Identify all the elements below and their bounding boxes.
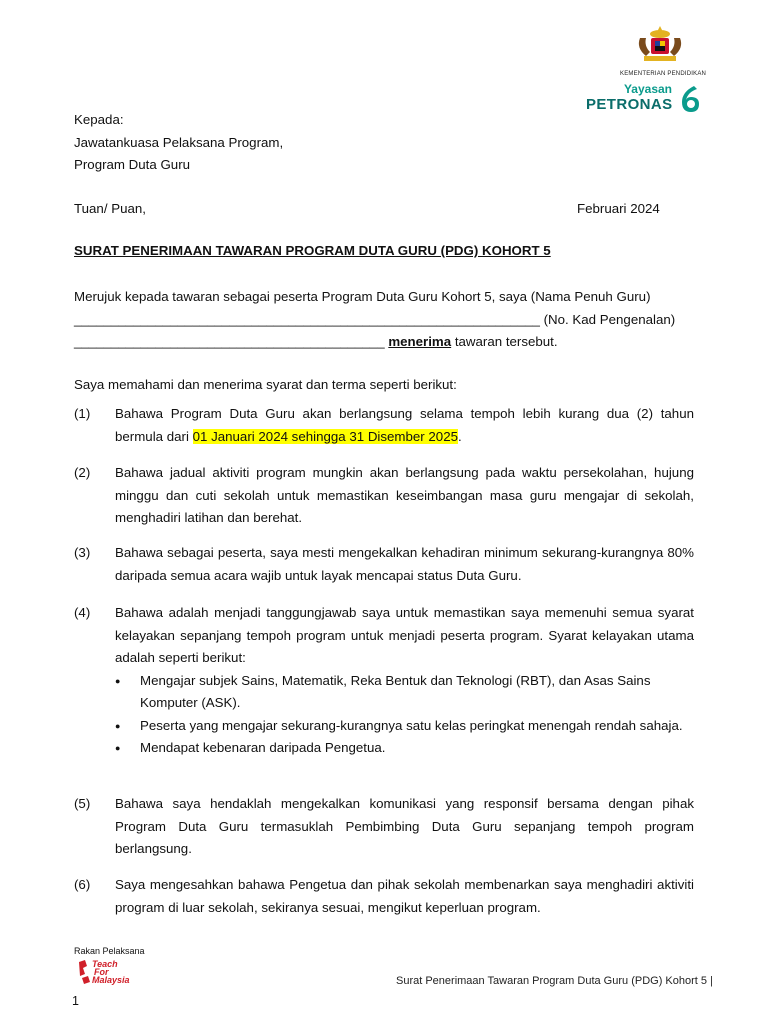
page-number: 1 — [72, 994, 79, 1008]
intro-line-1: Merujuk kepada tawaran sebagai peserta Program Duta Guru Kohort 5, saya (Nama Penuh Guru) — [74, 289, 651, 304]
intro-end: tawaran tersebut. — [451, 334, 558, 349]
partner-label: Rakan Pelaksana — [74, 946, 145, 956]
bullet-item: ● Peserta yang mengajar sekurang-kurangnya satu kelas peringkat menengah rendah sahaja. — [115, 715, 694, 738]
item-text: Saya mengesahkan bahawa Pengetua dan pihak sekolah membenarkan saya menghadiri aktiviti program di luar sekolah, sekiranya sesuai, mengikut keperluan program. — [115, 877, 694, 915]
ministry-logo — [620, 24, 707, 77]
coat-of-arms-icon — [632, 24, 688, 64]
ic-label: (No. Kad Pengenalan) — [539, 311, 676, 327]
item-number: (6) — [74, 877, 91, 892]
petronas-text: PETRONAS — [586, 96, 673, 113]
eligibility-bullets — [74, 670, 694, 760]
ic-blank: __________________________________________ — [74, 334, 385, 349]
salutation: Tuan/ Puan, — [74, 201, 146, 216]
item-number: (5) — [74, 796, 91, 811]
bullet-item: ● Mengajar subjek Sains, Matematik, Reka Bentuk dan Teknologi (RBT), dan Asas Sains Komputer (ASK). — [115, 670, 694, 715]
list-item — [74, 542, 694, 587]
yayasan-text: Yayasan — [623, 82, 672, 96]
terms-intro: Saya memahami dan menerima syarat dan terma seperti berikut: — [74, 377, 457, 392]
page-footer: Surat Penerimaan Tawaran Program Duta Guru (PDG) Kohort 5 | — [396, 975, 713, 987]
item-text: Bahawa saya hendaklah mengekalkan komunikasi yang responsif bersama dengan pihak Program Duta Guru termasuklah Pembimbing Duta Guru sepanjang tempoh program berlangsung. — [115, 796, 694, 856]
teach-for-malaysia-logo — [76, 958, 146, 986]
intro-paragraph — [74, 286, 694, 354]
item-text: Bahawa jadual aktiviti program mungkin akan berlangsung pada waktu persekolahan, hujung minggu dan cuti sekolah untuk memastikan keseimbangan masa guru mengajar di sekolah, menghadiri latihan dan berehat. — [115, 465, 694, 525]
item-number: (3) — [74, 545, 91, 560]
list-item — [74, 602, 694, 760]
item-text: Bahawa sebagai peserta, saya mesti mengekalkan kehadiran minimum sekurang-kurangnya 80% daripada semua acara wajib untuk layak mencapai status Duta Guru. — [115, 545, 694, 583]
tfm-text: Teach — [92, 959, 118, 969]
recipient-address — [74, 109, 283, 177]
tfm-logo-icon — [76, 958, 146, 986]
item-text-part: Bahawa Program Duta Guru akan berlangsung selama tempoh lebih kurang dua (2) tahun bermula dari — [115, 406, 694, 444]
item-text-part: . — [458, 428, 462, 444]
item-text: Bahawa adalah menjadi tanggungjawab saya untuk memastikan saya memenuhi semua syarat kelayakan sepanjang tempoh program untuk menjadi peserta program. Syarat kelayakan utama adalah seperti berikut: — [115, 605, 694, 665]
bullet-item: ● Mendapat kebenaran daripada Pengetua. — [115, 737, 694, 760]
address-line: Kepada: — [74, 112, 124, 127]
list-item — [74, 462, 694, 530]
date-range-highlight: 01 Januari 2024 sehingga 31 Disember 2025 — [192, 428, 458, 444]
list-item — [74, 403, 694, 448]
item-text — [115, 403, 694, 448]
item-number: (2) — [74, 465, 91, 480]
name-blank: _______________________________________________________________ — [74, 311, 540, 327]
ministry-caption: KEMENTERIAN PENDIDIKAN — [620, 71, 707, 77]
petronas-mark-icon — [676, 84, 702, 114]
item-number: (1) — [74, 406, 91, 421]
intro-line-3 — [74, 331, 694, 354]
accept-word: menerima — [388, 334, 452, 349]
tfm-text: Malaysia — [92, 975, 130, 985]
address-line: Program Duta Guru — [74, 157, 191, 172]
list-item — [74, 793, 694, 861]
yayasan-petronas-logo — [586, 82, 702, 116]
tfm-text: For — [94, 967, 109, 977]
intro-line-2 — [74, 309, 694, 332]
list-item — [74, 874, 694, 919]
item-number: (4) — [74, 605, 91, 620]
letter-date: Februari 2024 — [577, 201, 660, 216]
address-line: Jawatankuasa Pelaksana Program, — [74, 134, 284, 150]
letter-title: SURAT PENERIMAAN TAWARAN PROGRAM DUTA GURU (PDG) KOHORT 5 — [74, 243, 551, 258]
